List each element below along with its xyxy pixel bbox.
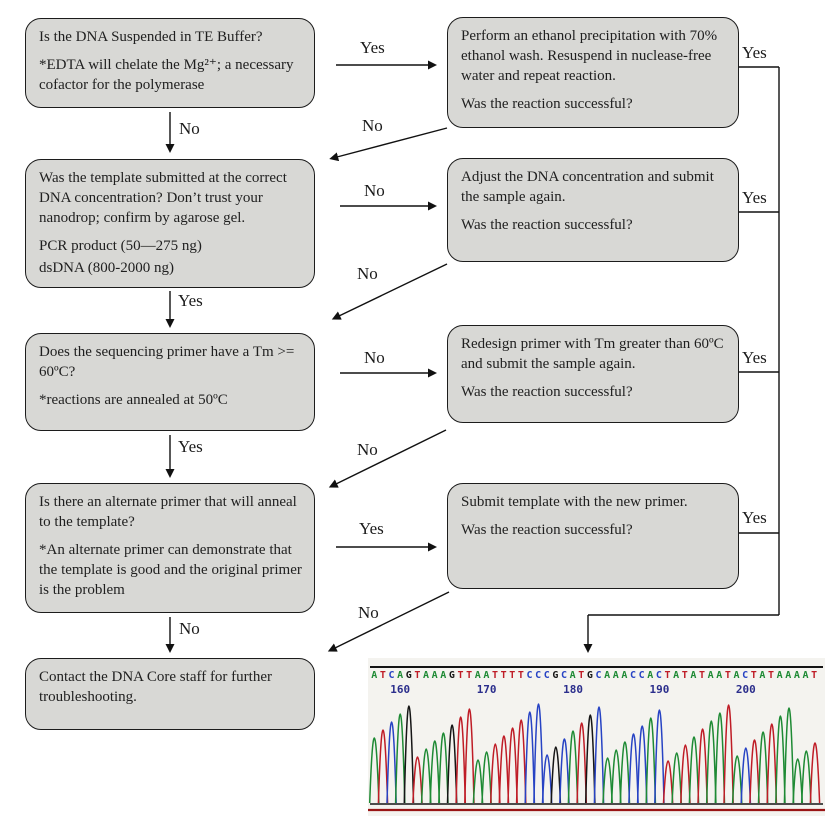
flow-box-ethanol-precipitation — [447, 17, 739, 128]
pcr-range-text: PCR product (50—275 ng) — [39, 237, 202, 254]
edge-label-r3-yes: Yes — [742, 348, 767, 367]
question-text: Is the DNA Suspended in TE Buffer? — [39, 29, 263, 45]
edge-label-q3-no: No — [364, 348, 385, 367]
base-letter: G — [405, 670, 412, 681]
base-letter: A — [793, 670, 800, 681]
base-letter: C — [638, 670, 645, 681]
base-letter: A — [647, 670, 654, 681]
action-text: Redesign primer with Tm greater than 60ºC and submit the sample again. — [461, 336, 724, 372]
base-letter: A — [673, 670, 680, 681]
dsdna-range-text: dsDNA (800-2000 ng) — [39, 259, 174, 276]
base-letter: A — [716, 670, 723, 681]
flow-box-alternate-primer — [25, 483, 315, 613]
base-letter: T — [664, 670, 671, 681]
base-letter: T — [509, 670, 516, 681]
edge-label-r2-yes: Yes — [742, 188, 767, 207]
note-text: *An alternate primer can demonstrate that the template is good and the original primer is the problem — [39, 541, 302, 598]
edge-label-r2-fail-no: No — [357, 264, 378, 283]
base-letter: T — [724, 670, 731, 681]
edge-label-q1-no: No — [179, 119, 200, 138]
base-letter: T — [517, 670, 524, 681]
base-letter: C — [535, 670, 542, 681]
base-letter: T — [492, 670, 499, 681]
base-letter: T — [811, 670, 818, 681]
trace-svg — [368, 698, 825, 814]
action-text: Contact the DNA Core staff for further troubleshooting. — [39, 669, 272, 705]
question-text: Was the template submitted at the correct DNA concentration? Don’t trust your nanodrop; confirm by agarose gel. — [39, 170, 287, 226]
chromatogram-top-line — [370, 666, 823, 668]
action-text: Adjust the DNA concentration and submit the sample again. — [461, 169, 714, 205]
base-letter: T — [578, 670, 585, 681]
edge-label-q1-yes: Yes — [360, 38, 385, 57]
position-numbers — [368, 683, 825, 697]
base-letter: T — [500, 670, 507, 681]
chromatogram-figure — [368, 658, 825, 816]
base-letter: T — [768, 670, 775, 681]
base-letter: G — [552, 670, 559, 681]
edge-label-q2-no: No — [364, 181, 385, 200]
base-letter: C — [526, 670, 533, 681]
arrow-r4-no-diagonal — [335, 592, 449, 648]
flow-box-submit-new-primer — [447, 483, 739, 589]
base-letter: A — [759, 670, 766, 681]
edge-label-r4-yes: Yes — [742, 508, 767, 527]
edge-label-q4-no: No — [179, 619, 200, 638]
position-number: 190 — [649, 683, 670, 696]
base-letter: C — [655, 670, 662, 681]
base-letter: A — [474, 670, 481, 681]
flow-box-redesign-primer — [447, 325, 739, 423]
trace-peaks — [370, 704, 820, 803]
base-letter: A — [785, 670, 792, 681]
action-text: Perform an ethanol precipitation with 70% ethanol wash. Resuspend in nuclease-free water and repeat reaction. — [461, 28, 718, 84]
base-letter: A — [397, 670, 404, 681]
flow-box-te-buffer — [25, 18, 315, 108]
edge-label-r1-fail-no: No — [362, 116, 383, 135]
flow-box-contact-core — [25, 658, 315, 730]
question-text: Was the reaction successful? — [461, 216, 633, 233]
base-letter: C — [742, 670, 749, 681]
question-text: Was the reaction successful? — [461, 521, 633, 538]
edge-label-r1-yes: Yes — [742, 43, 767, 62]
base-letter: G — [448, 670, 455, 681]
position-number: 170 — [476, 683, 497, 696]
position-number: 200 — [735, 683, 756, 696]
base-letter: A — [733, 670, 740, 681]
flow-box-adjust-concentration — [447, 158, 739, 262]
action-text: Submit template with the new primer. — [461, 494, 688, 510]
arrow-r3-no-diagonal — [336, 430, 446, 484]
base-letter: C — [595, 670, 602, 681]
edge-label-q3-yes: Yes — [178, 437, 203, 456]
base-letter: A — [802, 670, 809, 681]
base-letter: T — [681, 670, 688, 681]
note-text: *reactions are annealed at 50ºC — [39, 391, 228, 408]
edge-label-q4-yes: Yes — [359, 519, 384, 538]
base-letter: T — [379, 670, 386, 681]
arrow-r1-no-diagonal — [337, 128, 447, 157]
base-letter: A — [707, 670, 714, 681]
base-letter: A — [569, 670, 576, 681]
base-letter: A — [612, 670, 619, 681]
base-letter: C — [388, 670, 395, 681]
question-text: Is there an alternate primer that will anneal to the template? — [39, 494, 297, 530]
base-letter: A — [621, 670, 628, 681]
base-letter: T — [466, 670, 473, 681]
base-letter: A — [483, 670, 490, 681]
base-letter: A — [440, 670, 447, 681]
base-letter: A — [423, 670, 430, 681]
base-letter: C — [630, 670, 637, 681]
base-letter: T — [457, 670, 464, 681]
base-letter: A — [690, 670, 697, 681]
base-letter: A — [431, 670, 438, 681]
flow-box-dna-concentration — [25, 159, 315, 288]
base-letter: C — [561, 670, 568, 681]
sequence-letters — [370, 669, 819, 682]
position-number: 160 — [390, 683, 411, 696]
edge-label-r3-fail-no: No — [357, 440, 378, 459]
flow-box-primer-tm — [25, 333, 315, 431]
base-letter: T — [414, 670, 421, 681]
base-letter: A — [371, 670, 378, 681]
position-number: 180 — [563, 683, 583, 696]
base-letter: A — [776, 670, 783, 681]
base-letter: A — [604, 670, 611, 681]
base-letter: G — [586, 670, 593, 681]
base-letter: C — [543, 670, 550, 681]
base-letter: T — [699, 670, 706, 681]
base-letter: T — [750, 670, 757, 681]
note-text: *EDTA will chelate the Mg²⁺; a necessary cofactor for the polymerase — [39, 56, 294, 93]
question-text: Does the sequencing primer have a Tm >= 60ºC? — [39, 344, 295, 380]
edge-label-r4-fail-no: No — [358, 603, 379, 622]
question-text: Was the reaction successful? — [461, 95, 633, 112]
arrow-r2-no-diagonal — [339, 264, 447, 316]
question-text: Was the reaction successful? — [461, 383, 633, 400]
edge-label-q2-yes: Yes — [178, 291, 203, 310]
